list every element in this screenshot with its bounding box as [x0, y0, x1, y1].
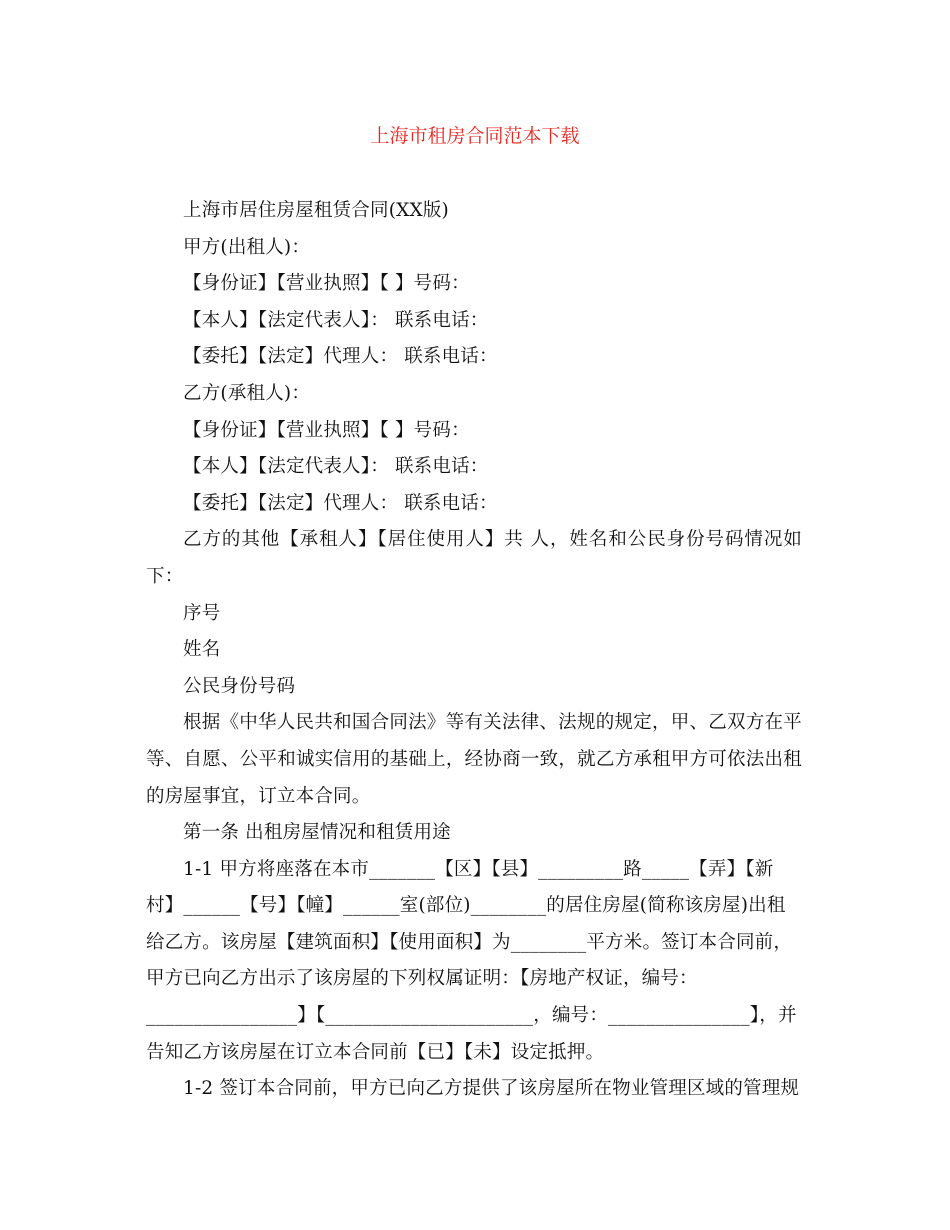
party-b-representative-line: 【本人】【法定代表人】： 联系电话： — [183, 456, 489, 478]
legal-basis-paragraph: 根据《中华人民共和国合同法》等有关法律、法规的规定，甲、乙双方在平等、自愿、公平和诚实信用的基础上，经协商一致，就乙方承租甲方可依法出租的房屋事宜，订立本合同。 — [146, 712, 802, 807]
clause-1-1-line: 1-1 甲方将座落在本市_______【区】【县】_________路_____【弄】【新 — [183, 858, 774, 880]
clause-1-1-line: 甲方已向乙方出示了该房屋的下列权属证明：【房地产权证，编号： — [146, 968, 698, 990]
document-title: 上海市租房合同范本下载 — [370, 125, 580, 147]
article-1-heading: 第一条 出租房屋情况和租赁用途 — [183, 822, 451, 844]
other-occupants-paragraph: 乙方的其他【承租人】【居住使用人】共 人，姓名和公民身份号码情况如下： — [146, 529, 802, 587]
clause-1-1-line: 告知乙方该房屋在订立本合同前【已】【未】设定抵押。 — [146, 1041, 605, 1063]
party-a-agent-line: 【委托】【法定】代理人： 联系电话： — [183, 346, 498, 368]
clause-1-2: 1-2 签订本合同前，甲方已向乙方提供了该房屋所在物业管理区域的管理规 — [183, 1078, 800, 1100]
clause-1-1-line: 村】______【号】【幢】______室(部位)________的居住房屋(简称该房屋)出租 — [146, 895, 786, 917]
column-serial-number: 序号 — [183, 602, 221, 624]
clause-1-1-line: ________________】【______________________，编号：_______________】，并 — [146, 1005, 797, 1027]
party-b-label: 乙方(承租人)： — [183, 382, 311, 404]
column-name: 姓名 — [183, 639, 221, 661]
party-b-agent-line: 【委托】【法定】代理人： 联系电话： — [183, 492, 498, 514]
document-body — [146, 193, 802, 1108]
party-a-id-line: 【身份证】【营业执照】【 】号码： — [183, 273, 470, 295]
column-id-number: 公民身份号码 — [183, 675, 296, 697]
party-a-representative-line: 【本人】【法定代表人】： 联系电话： — [183, 309, 489, 331]
clause-1-1-line: 给乙方。该房屋【建筑面积】【使用面积】为________平方米。签订本合同前， — [146, 931, 793, 953]
clause-1-1 — [146, 852, 802, 1072]
party-a-label: 甲方(出租人)： — [183, 236, 311, 258]
contract-heading: 上海市居住房屋租赁合同(XX版) — [183, 200, 449, 221]
party-b-id-line: 【身份证】【营业执照】【 】号码： — [183, 419, 470, 441]
